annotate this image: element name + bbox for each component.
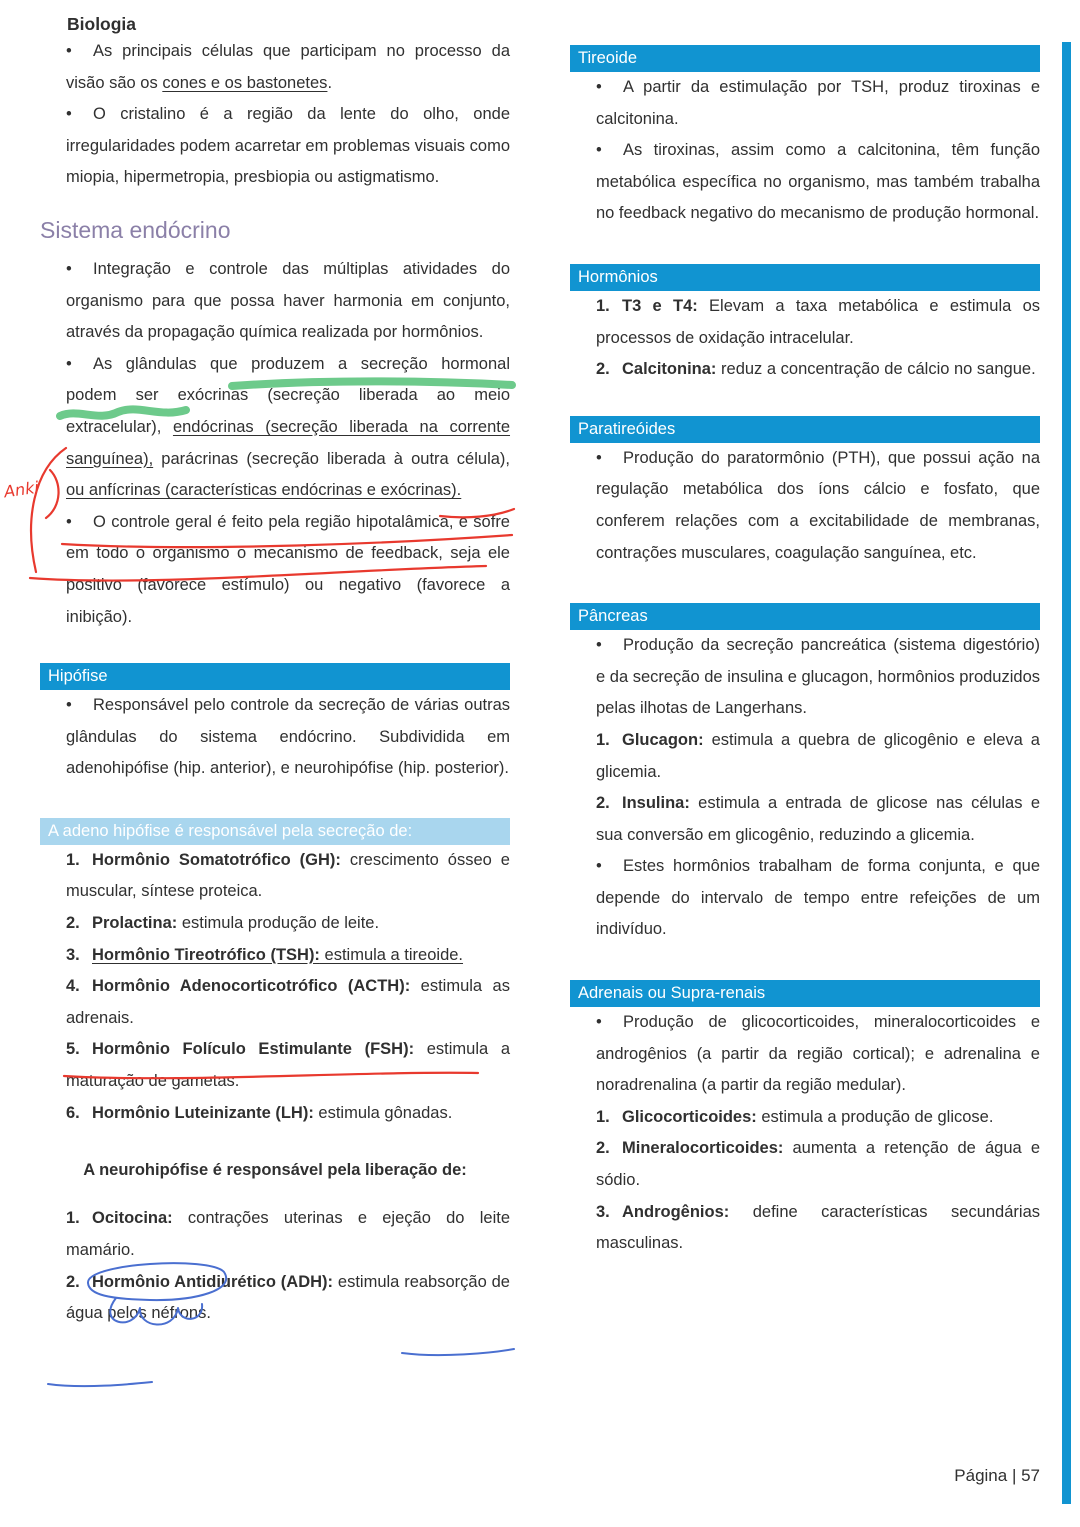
section-header-tireoide: Tireoide [570,45,1040,72]
bullet-item: • Estes hormônios trabalham de forma conjunta, e que depende do intervalo de tempo entre refeições de um indivíduo. [570,851,1040,946]
bullet-item: • A partir da estimulação por TSH, produz tiroxinas e calcitonina. [570,72,1040,135]
item-text: estimula as adrenais. [66,977,510,1027]
numbered-item [40,971,510,1034]
numbered-item [40,845,510,908]
numbered-item [570,291,1040,354]
item-lead: Androgênios: [622,1202,730,1221]
blue-underline-mamario [48,1382,152,1386]
bullet-item [40,36,510,99]
item-number: 1. [596,730,610,749]
bullet-item: • O cristalino é a região da lente do olho, onde irregularidades podem acarretar em problemas visuais como miopia, hipermetropia, presbiopia ou astigmatismo. [40,99,510,194]
bullet-item: • Integração e controle das múltiplas atividades do organismo para que possa haver harmonia em conjunto, através da propagação química realizada por hormônios. [40,254,510,349]
item-number: 4. [66,977,80,996]
item-lead: Hormônio Luteinizante (LH): [92,1103,314,1122]
item-number: 2. [596,1139,610,1158]
page-title: Biologia [67,14,137,34]
section-header-hipofise: Hipófise [40,663,510,690]
circled-word: neurohipófise [99,1161,209,1180]
item-text: estimula a maturação de gametas. [66,1040,510,1091]
underlined-text: cones e os bastonetes [162,73,328,92]
item-number: 6. [66,1103,80,1122]
text-run: parácrinas (secreção liberada à outra célula), [153,449,510,468]
bullet-item: • O controle geral é feito pela região hipotalâmica, e sofre em todo o organismo o mecanismo de feedback, seja ele positivo (favorece estímulo) ou negativo (favorece a inibição). [40,507,510,633]
item-text: estimula produção de leite. [177,914,380,933]
section-header-pancreas: Pâncreas [570,603,1040,630]
item-number: 1. [66,850,80,869]
neurohipofise-heading [40,1155,510,1187]
item-number: 1. [596,296,610,315]
numbered-item [570,1197,1040,1260]
item-text: estimula a produção de glicose. [756,1107,994,1126]
item-lead: Insulina: [622,794,690,813]
text-run: As principais células que participam no processo da visão são os [66,42,510,92]
page-number: Página | 57 [954,1466,1040,1485]
numbered-item [570,725,1040,788]
bullet-item: • As tiroxinas, assim como a calcitonina, têm função metabólica específica no organismo, mas também trabalha no feedback negativo do mecanismo de produção hormonal. [570,135,1040,230]
item-number: 2. [596,794,610,813]
item-lead: T3 e T4: [622,296,698,315]
left-column [40,0,510,1330]
numbered-item [570,788,1040,851]
item-lead: Glicocorticoides: [622,1107,757,1126]
item-lead: Ocitocina: [92,1209,173,1228]
item-text: estimula reabsorção de água pelos néfrons. [66,1272,510,1323]
bullet-item [40,349,510,507]
text-run: é responsável pela liberação de: [208,1161,467,1180]
item-lead: Calcitonina: [622,360,717,379]
item-number: 1. [66,1209,80,1228]
section-header-adenohipofise: A adeno hipófise é responsável pela secreção de: [40,818,510,845]
item-lead: Hormônio Folículo Estimulante (FSH): [92,1040,415,1059]
numbered-item [570,1133,1040,1196]
item-number: 2. [66,1272,80,1291]
section-header-hormonios: Hormônios [570,264,1040,291]
item-text: contrações uterinas e ejeção do leite mamário. [66,1209,510,1259]
section-header-paratireoides: Paratireóides [570,416,1040,443]
item-text: estimula gônadas. [313,1103,453,1122]
item-number: 5. [66,1040,80,1059]
anki-handwritten-note: Anki [2,477,40,502]
item-number: 2. [596,360,610,379]
item-lead: Hormônio Somatotrófico (GH): [92,850,341,869]
text-run: As glândulas que produzem a secreção hormonal podem ser exócrinas (secreção liberada ao meio extracelular), [66,354,510,436]
item-lead: Hormônio Tireotrófico (TSH): [92,945,320,964]
underlined-text: endócrinas (secreção liberada na corrente sanguínea), [66,417,511,468]
item-number: 3. [66,945,80,964]
item-lead: Glucagon: [622,730,704,749]
section-header-adrenais: Adrenais ou Supra-renais [570,980,1040,1007]
item-text: aumenta a retenção de água e sódio. [596,1139,1040,1190]
numbered-item [570,354,1040,386]
item-text: estimula a quebra de glicogênio e eleva a glicemia. [596,730,1040,781]
bullet-item: • Produção do paratormônio (PTH), que possui ação na regulação metabólica dos íons cálcio e fosfato, que conferem relações com a excitabilidade de membranas, contrações musculares, coagulação sanguínea, etc. [570,443,1040,569]
underlined-text: ou anfícrinas (características endócrinas e exócrinas). [66,481,462,500]
numbered-item [40,1203,510,1266]
numbered-item [40,908,510,940]
numbered-item [40,1034,510,1097]
item-text: Elevam a taxa metabólica e estimula os processos de oxidação intracelular. [596,296,1040,347]
item-lead: Hormônio Antidiurético (ADH): [92,1272,334,1291]
item-text: crescimento ósseo e muscular, síntese proteica. [66,850,510,901]
section-heading-sistema-endocrino: Sistema endócrino [40,216,231,243]
numbered-item [570,1102,1040,1134]
text-run: A [83,1161,100,1180]
bullet-item: • Produção da secreção pancreática (sistema digestório) e da secreção de insulina e glucagon, hormônios produzidos pelas ilhotas de Langerhans. [570,630,1040,725]
bullet-item: • Produção de glicocorticoides, mineralocorticoides e androgênios (a partir da região cortical); e adrenalina e noradrenalina (a partir da região medular). [570,1007,1040,1102]
right-edge-rule [1062,42,1071,1504]
numbered-item [40,940,510,972]
item-text: define características secundárias masculinas. [596,1202,1040,1253]
item-number: 3. [596,1202,610,1221]
text-run: . [327,73,333,92]
item-text: estimula a entrada de glicose nas células e sua conversão em glicogênio, reduzindo a glicemia. [596,794,1040,844]
item-text: reduz a concentração de cálcio no sangue. [716,360,1036,379]
numbered-item [40,1098,510,1130]
item-lead: Hormônio Adenocorticotrófico (ACTH): [92,977,411,996]
item-lead: Mineralocorticoides: [622,1139,784,1158]
numbered-item [40,1267,510,1330]
blue-underline-do-leite [402,1349,514,1355]
item-lead: Prolactina: [92,914,178,933]
bullet-item: • Responsável pelo controle da secreção de várias outras glândulas do sistema endócrino. Subdividida em adenohipófise (hip. anterior), e neurohipófise (hip. posterior). [40,690,510,785]
right-column [570,0,1040,1260]
item-number: 1. [596,1107,610,1126]
item-text: estimula a tireoide. [319,945,464,964]
item-number: 2. [66,914,80,933]
